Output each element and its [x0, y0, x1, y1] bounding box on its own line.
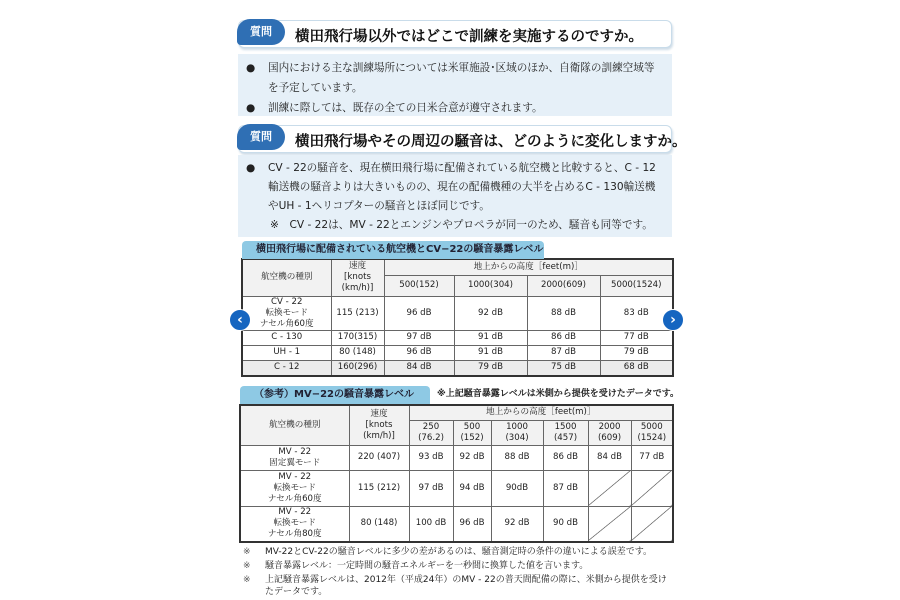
question-2-header [238, 125, 687, 153]
header-speed: 速度 [knots (km/h)] [349, 405, 409, 445]
altitude-header: 2000 (609) [588, 420, 631, 445]
speed-value: 170(315) [331, 330, 384, 345]
aircraft-type: C - 12 [242, 360, 331, 376]
altitude-header: 1000 (304) [491, 420, 543, 445]
aircraft-type: C - 130 [242, 330, 331, 345]
table-row [240, 506, 673, 542]
noise-level: 88 dB [527, 296, 600, 330]
question-2-title: 横田飛行場やその周辺の騒音は、どのように変化しますか。 [295, 134, 687, 150]
prev-slide-button[interactable]: ‹ [229, 309, 251, 331]
table-row [240, 470, 673, 506]
altitude-header: 1000(304) [454, 275, 527, 296]
noise-level: 86 dB [527, 330, 600, 345]
noise-level: 91 dB [454, 345, 527, 360]
aircraft-type: MV - 22 固定翼モード [240, 445, 349, 470]
noise-level: 79 dB [454, 360, 527, 376]
altitude-header: 500(152) [384, 275, 454, 296]
noise-level: 100 dB [409, 506, 453, 542]
question-1-header [238, 20, 672, 48]
altitude-header: 1500 (457) [543, 420, 588, 445]
speed-value: 220 (407) [349, 445, 409, 470]
noise-level: 96 dB [453, 506, 491, 542]
footnote [243, 560, 673, 572]
altitude-header: 500 (152) [453, 420, 491, 445]
table-row [242, 330, 673, 345]
not-applicable-cell [588, 470, 631, 506]
speed-value: 160(296) [331, 360, 384, 376]
noise-level: 90dB [491, 470, 543, 506]
noise-level: 88 dB [491, 445, 543, 470]
noise-level: 94 dB [453, 470, 491, 506]
altitude-header: 5000 (1524) [631, 420, 673, 445]
question-badge: 質問 [237, 124, 285, 150]
footnote [243, 574, 673, 598]
note-mark: ※ [243, 561, 251, 571]
noise-level: 97 dB [409, 470, 453, 506]
note-mark: ※ [243, 547, 251, 557]
answer-1-bullet: 国内における主な訓練場所については米軍施設･区域のほか、自衛隊の訓練空域等を予定しています。 [268, 62, 655, 94]
aircraft-type: CV - 22 転換モード ナセル角60度 [242, 296, 331, 330]
noise-level: 97 dB [384, 330, 454, 345]
data-source-note: ※上記騒音暴露レベルは米側から提供を受けたデータです。 [437, 389, 680, 399]
noise-level: 92 dB [491, 506, 543, 542]
noise-level: 84 dB [384, 360, 454, 376]
speed-value: 80 (148) [331, 345, 384, 360]
noise-level: 83 dB [600, 296, 673, 330]
footnote-text: MV-22とCV-22の騒音レベルに多少の差があるのは、騒音測定時の条件の違いによる誤差です。 [265, 547, 652, 557]
noise-level: 84 dB [588, 445, 631, 470]
noise-level: 92 dB [454, 296, 527, 330]
noise-level: 92 dB [453, 445, 491, 470]
altitude-header: 5000(1524) [600, 275, 673, 296]
table-2-title: （参考）MV−22の騒音暴露レベル [240, 386, 430, 404]
footnote-text: 騒音暴露レベル：一定時間の騒音エネルギーを一秒間に換算した値を言います。 [265, 561, 589, 571]
table-1-title: 横田飛行場に配備されている航空機とCV−22の騒音暴露レベル [242, 241, 544, 259]
footnote-text: 上記騒音暴露レベルは、2012年（平成24年）のMV - 22の普天間配備の際に、米側から提供を受けたデータです。 [265, 575, 667, 597]
noise-table-mv22 [239, 404, 674, 543]
speed-value: 115 (213) [331, 296, 384, 330]
noise-level: 77 dB [600, 330, 673, 345]
aircraft-type: UH - 1 [242, 345, 331, 360]
bullet-icon: ● [246, 62, 256, 74]
noise-level: 77 dB [631, 445, 673, 470]
noise-level: 86 dB [543, 445, 588, 470]
header-speed: 速度 [knots (km/h)] [331, 259, 384, 296]
noise-table-yokota [241, 258, 674, 377]
speed-value: 80 (148) [349, 506, 409, 542]
question-1-title: 横田飛行場以外ではどこで訓練を実施するのですか。 [295, 29, 643, 45]
table-row [242, 296, 673, 330]
noise-level: 87 dB [527, 345, 600, 360]
table-row [242, 345, 673, 360]
altitude-header: 250 (76.2) [409, 420, 453, 445]
bullet-icon: ● [246, 102, 256, 114]
noise-level: 96 dB [384, 296, 454, 330]
table-row [240, 445, 673, 470]
answer-2-note: ※ CV - 22は、MV - 22とエンジンやプロペラが同一のため、騒音も同等です。 [270, 219, 653, 231]
header-altitude: 地上からの高度［feet(m)］ [409, 405, 673, 420]
table-row [242, 360, 673, 376]
noise-level: 91 dB [454, 330, 527, 345]
note-mark: ※ [243, 575, 251, 585]
aircraft-type: MV - 22 転換モード ナセル角60度 [240, 470, 349, 506]
next-slide-button[interactable]: › [662, 309, 684, 331]
not-applicable-cell [631, 506, 673, 542]
noise-level: 75 dB [527, 360, 600, 376]
question-badge: 質問 [237, 19, 285, 45]
noise-level: 68 dB [600, 360, 673, 376]
noise-level: 90 dB [543, 506, 588, 542]
noise-level: 96 dB [384, 345, 454, 360]
answer-2 [238, 155, 672, 237]
header-aircraft-type: 航空機の種別 [240, 405, 349, 445]
header-altitude: 地上からの高度［feet(m)］ [384, 259, 673, 275]
answer-2-bullet: CV - 22の騒音を、現在横田飛行場に配備されている航空機と比較すると、C - 12輸送機の騒音よりは大きいものの、現在の配備機種の大半を占めるC - 130輸送機やUH - 1ヘリコプターの騒音とほぼ同じです。 [268, 162, 656, 212]
bullet-icon: ● [246, 162, 256, 174]
answer-1-bullet: 訓練に際しては、既存の全ての日米合意が遵守されます。 [268, 102, 543, 114]
altitude-header: 2000(609) [527, 275, 600, 296]
aircraft-type: MV - 22 転換モード ナセル角80度 [240, 506, 349, 542]
noise-level: 79 dB [600, 345, 673, 360]
noise-level: 87 dB [543, 470, 588, 506]
footnote [243, 546, 673, 558]
noise-level: 93 dB [409, 445, 453, 470]
speed-value: 115 (212) [349, 470, 409, 506]
answer-1 [238, 54, 672, 116]
not-applicable-cell [631, 470, 673, 506]
header-aircraft-type: 航空機の種別 [242, 259, 331, 296]
not-applicable-cell [588, 506, 631, 542]
